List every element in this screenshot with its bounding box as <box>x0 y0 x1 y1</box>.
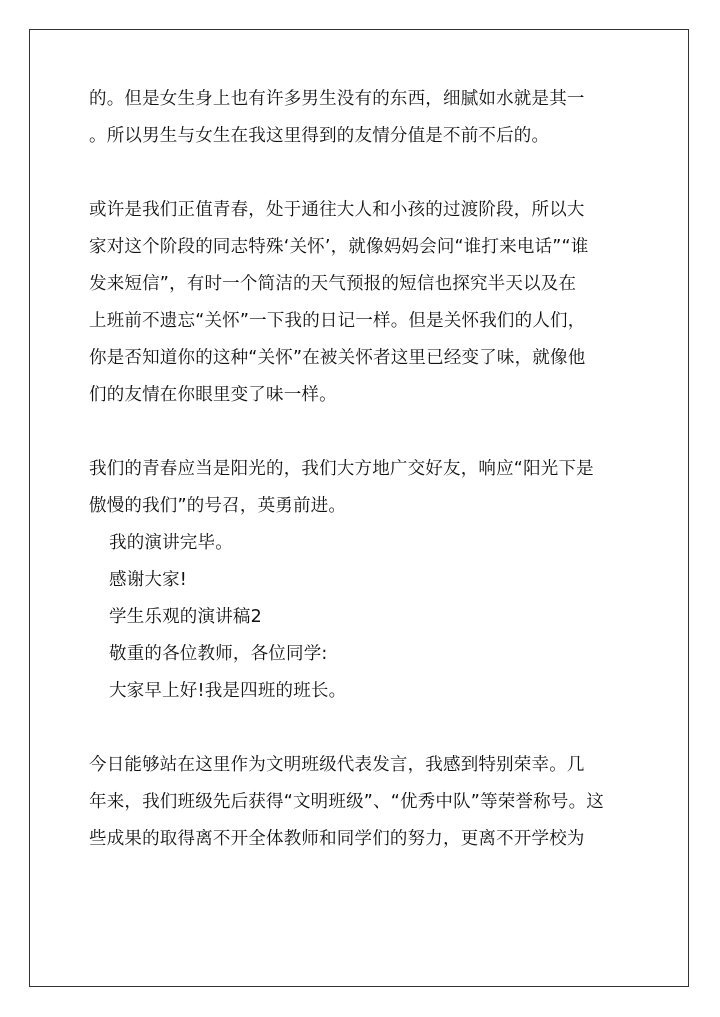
text-line: 。所以男生与女生在我这里得到的友情分值是不前不后的。 <box>89 126 550 146</box>
paragraph <box>89 754 634 850</box>
text-line: 你是否知道你的这种“关怀”在被关怀者这里已经变了味，就像他 <box>89 348 586 368</box>
salutation: 敬重的各位教师，各位同学: <box>109 644 328 664</box>
text-line: 年来，我们班级先后获得“文明班级”、“优秀中队”等荣誉称号。这 <box>89 792 604 812</box>
text-line: 上班前不遗忘“关怀”一下我的日记一样。但是关怀我们的人们， <box>89 311 586 331</box>
paragraph <box>89 199 634 406</box>
speech-title: 学生乐观的演讲稿2 <box>109 607 262 627</box>
paragraph-gap <box>89 421 634 458</box>
text-line: 或许是我们正值青春，处于通往大人和小孩的过渡阶段，所以大 <box>89 200 585 220</box>
indented-line: 感谢大家! <box>109 570 188 590</box>
text-line: 我们的青春应当是阳光的，我们大方地广交好友，响应“阳光下是 <box>89 459 594 479</box>
paragraph-gap <box>89 162 634 199</box>
paragraph-gap <box>89 717 634 754</box>
paragraph <box>89 88 634 147</box>
text-line: 今日能够站在这里作为文明班级代表发言，我感到特别荣幸。几 <box>89 755 585 775</box>
text-line: 家对这个阶段的同志特殊‘关怀’，就像妈妈会问“谁打来电话”“谁 <box>89 237 589 257</box>
text-line: 些成果的取得离不开全体教师和同学们的努力，更离不开学校为 <box>89 829 585 849</box>
text-line: 们的友情在你眼里变了味一样。 <box>89 385 337 405</box>
document-body <box>89 88 634 865</box>
paragraph <box>89 458 634 517</box>
text-line: 发来短信”，有时一个简洁的天气预报的短信也探究半天以及在 <box>89 274 577 294</box>
greeting: 大家早上好!我是四班的班长。 <box>109 681 347 701</box>
text-line: 傲慢的我们”的号召，英勇前进。 <box>89 496 347 516</box>
indented-line: 我的演讲完毕。 <box>109 533 233 553</box>
text-line: 的。但是女生身上也有许多男生没有的东西，细腻如水就是其一 <box>89 89 585 109</box>
